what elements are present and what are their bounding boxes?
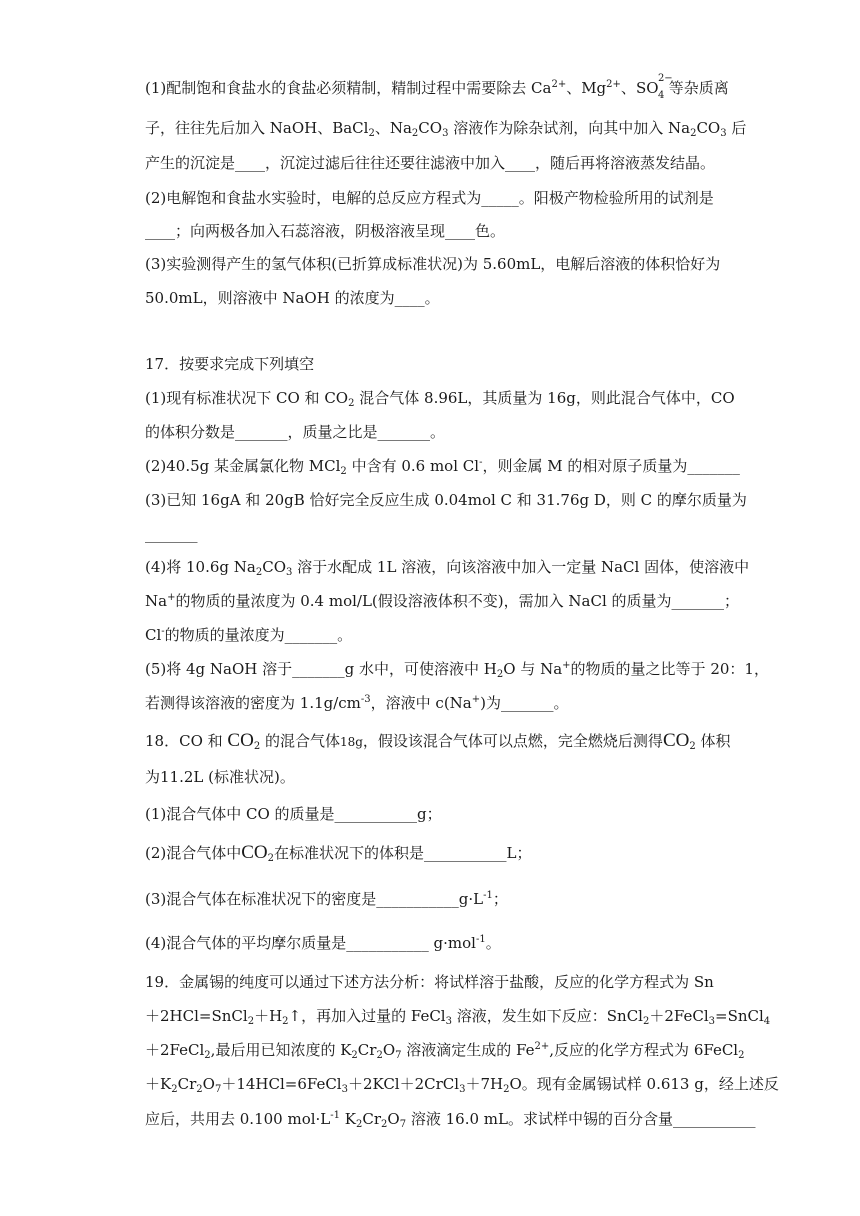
q19-line1: 19．金属锡的纯度可以通过下述方法分析：将试样溶于盐酸，反应的化学方程式为 Sn: [145, 973, 714, 991]
q17-title: 17．按要求完成下列填空: [145, 355, 315, 373]
q17-part4-line3: Cl-的物质的量浓度为_______。: [145, 626, 353, 644]
q17-part5-line2: 若测得该溶液的密度为 $1.1g/cm^{-3}$，溶液中 c(Na+)为_______。: [145, 694, 569, 712]
q18-part1: (1)混合气体中 CO 的质量是___________g；: [145, 805, 442, 823]
q17-part5-line1: (5)将 4g NaOH 溶于_______g 水中，可使溶液中 $H_2O$ 与 Na+的物质的量之比等于 20：1，: [145, 660, 769, 680]
q17-part4-line2: Na+的物质的量浓度为 0.4 mol/L(假设溶液体积不变)，需加入 NaCl 的质量为_______；: [145, 592, 740, 610]
q19-line3: ＋2FeCl$_2$,最后用已知浓度的 $K_2Cr_2O_7$ 溶液滴定生成的 $Fe^{2+}$,反应的化学方程式为 6FeCl$_2$: [145, 1041, 745, 1061]
q19-line4: $+K_2Cr_2O_7+14HCl=6FeCl_3+2KCl+2CrCl_3+7H_2O$。现有金属锡试样 0.613 g，经上述反: [145, 1075, 779, 1095]
q16-part2-line1: (2)电解饱和食盐水实验时，电解的总反应方程式为_____。阳极产物检验所用的试剂是: [145, 189, 714, 207]
q16-part1-line3: 产生的沉淀是____，沉淀过滤后往往还要往滤液中加入____，随后再将溶液蒸发结晶。: [145, 154, 716, 172]
q17-part4-line1: (4)将 10.6g $Na_2CO_3$ 溶于水配成 1L 溶液，向该溶液中加入一定量 NaCl 固体，使溶液中: [145, 558, 750, 578]
sulfate-ion: SO 2− 4: [635, 73, 673, 101]
q19-line5: 应后，共用去 0.100 $mol\cdot L^{-1}$ $K_2Cr_2O_7$ 溶液 16.0 mL。求试样中锡的百分含量___________: [145, 1110, 756, 1130]
q18-stem-line1: 18．CO 和 $CO_2$ 的混合气体18g，假设该混合气体可以点燃，完全燃烧后测得$CO_2$ 体积: [145, 730, 731, 752]
q18-part4: (4)混合气体的平均摩尔质量是___________ g·mol$^{-1}$。: [145, 934, 501, 952]
q17-part3-line2: _______: [145, 525, 198, 543]
q18-stem-line2: 为11.2L (标准状况)。: [145, 768, 295, 786]
q18-part3: (3)混合气体在标准状况下的密度是$\_\_\_\_\_\_\_\_\_\_\_g\cdot L^{-1}$；: [145, 890, 508, 908]
q17-part2: (2)40.5g 某金属氯化物 MCl$_2$ 中含有 0.6 mol Cl-，则金属 M 的相对原子质量为_______: [145, 457, 740, 477]
q17-part3-line1: (3)已知 16gA 和 20gB 恰好完全反应生成 0.04mol C 和 31.76g D，则 C 的摩尔质量为: [145, 491, 747, 509]
q16-part1-line1: (1)配制饱和食盐水的食盐必须精制，精制过程中需要除去 $Ca^{2+}$、$Mg^{2+}$、SO 2− 4 等杂质离: [145, 73, 729, 101]
q18-part2: (2)混合气体中$CO_2$在标准状况下的体积是___________L；: [145, 842, 532, 864]
q19-line2: $+2HCl=SnCl_2+H_2↑$，再加入过量的 FeCl$_3$ 溶液，发生如下反应：SnCl$_2$＋2FeCl$_3$=SnCl$_4$: [145, 1007, 771, 1027]
q17-part1-line1: (1)现有标准状况下 CO 和 $CO_2$ 混合气体 8.96L，其质量为 16g，则此混合气体中，CO: [145, 389, 735, 409]
q17-part1-line2: 的体积分数是_______，质量之比是_______。: [145, 423, 446, 441]
q16-part3-line2: 50.0mL，则溶液中 NaOH 的浓度为____。: [145, 289, 440, 307]
q16-part1-line2: 子，往往先后加入 NaOH、BaCl$_2$、$Na_2CO_3$ 溶液作为除杂试剂，向其中加入 $Na_2CO_3$ 后: [145, 119, 747, 139]
q16-part2-line2: ____；向两极各加入石蕊溶液，阴极溶液呈现____色。: [145, 222, 506, 240]
q16-part3-line1: (3)实验测得产生的氢气体积(已折算成标准状况)为 5.60mL，电解后溶液的体积恰好为: [145, 255, 721, 273]
